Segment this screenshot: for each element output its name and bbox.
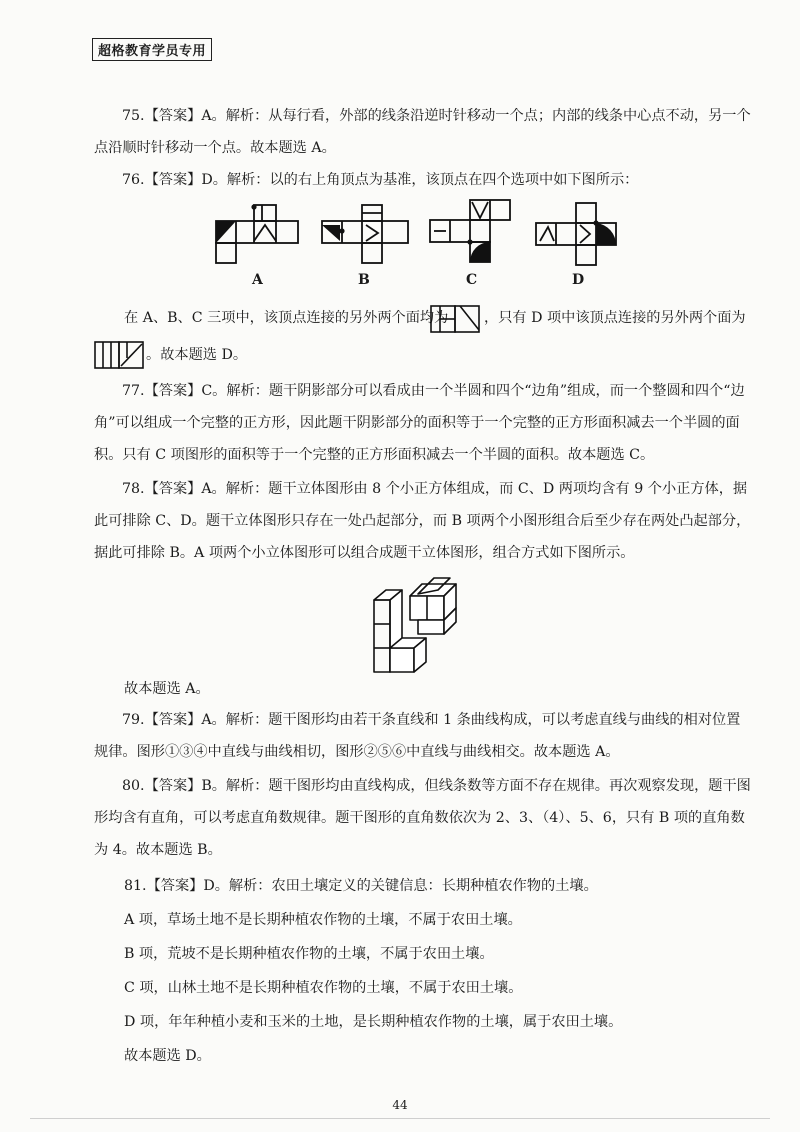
q81-line-3: B 项，荒坡不是长期种植农作物的土壤，不属于农田土壤。 bbox=[124, 946, 494, 962]
q76-text3: 。故本题选 D。 bbox=[146, 347, 248, 363]
header-badge: 超格教育学员专用 bbox=[92, 38, 212, 61]
q81-line-5: D 项，年年种植小麦和玉米的土地，是长期种植农作物的土壤，属于农田土壤。 bbox=[124, 1014, 623, 1030]
footer-rule bbox=[30, 1118, 770, 1119]
q81-line-4: C 项，山林土地不是长期种植农作物的土壤，不属于农田土壤。 bbox=[124, 980, 523, 996]
q80-explanation: 80.【答案】B。解析：题干图形均由直线构成，但线条数等方面不存在规律。再次观察发现，题干图形均含有直角，可以考虑直角数规律。题干图形的直角数依次为 2、3、（4）、5、6，只有 B 项的直角数为 4。故本题选 B。 bbox=[94, 778, 751, 858]
q76-net-d bbox=[534, 201, 618, 271]
q75-explanation: 75.【答案】A。解析：从每行看，外部的线条沿逆时针移动一个点；内部的线条中心点不动，另一个点沿顺时针移动一个点。故本题选 A。 bbox=[94, 108, 751, 156]
q76-text2a: 在 A、B、C 三项中，该顶点连接的另外两个面均为 bbox=[124, 310, 449, 326]
q78-conclusion: 故本题选 A。 bbox=[124, 681, 210, 697]
page-number: 44 bbox=[392, 1098, 408, 1112]
q76-text2b: ，只有 D 项中该顶点连接的另外两个面为 bbox=[484, 310, 746, 326]
q81-line-1: 81.【答案】D。解析：农田土壤定义的关键信息：长期种植农作物的土壤。 bbox=[124, 878, 598, 894]
q76-explanation: 76.【答案】D。解析：以的右上角顶点为基准，该顶点在四个选项中如下图所示： bbox=[122, 172, 639, 188]
q76-net-b bbox=[320, 203, 410, 267]
q76-inline-faces-d bbox=[94, 340, 146, 370]
q81-line-2: A 项，草场土地不是长期种植农作物的土壤，不属于农田土壤。 bbox=[124, 912, 522, 928]
q76-label-a: A bbox=[252, 272, 263, 288]
q81-line-6: 故本题选 D。 bbox=[124, 1048, 211, 1064]
q76-label-c: C bbox=[466, 272, 478, 288]
q79-explanation: 79.【答案】A。解析：题干图形均由若干条直线和 1 条曲线构成，可以考虑直线与曲线的相对位置规律。图形①③④中直线与曲线相切，图形②⑤⑥中直线与曲线相交。故本题选 A。 bbox=[94, 712, 741, 760]
q76-label-d: D bbox=[572, 272, 585, 288]
q76-net-a bbox=[214, 203, 300, 267]
q78-cube-assembly bbox=[368, 574, 468, 674]
q76-label-b: B bbox=[358, 272, 370, 288]
q78-explanation: 78.【答案】A。解析：题干立体图形由 8 个小正方体组成，而 C、D 两项均含有 9 个小正方体，据此可排除 C、D。题干立体图形只存在一处凸起部分，而 B 项两个小图形组合后至少存在两处凸起部分，据此可排除 B。A 项两个小立体图形可以组合成题干立体图形，组合方式如下图所示。 bbox=[94, 481, 751, 561]
q76-inline-faces-abc bbox=[430, 304, 482, 334]
q77-explanation: 77.【答案】C。解析：题干阴影部分可以看成由一个半圆和四个“边角”组成，而一个整圆和四个“边角”可以组成一个完整的正方形，因此题干阴影部分的面积等于一个完整的正方形面积减去一个半圆的面积。只有 C 项图形的面积等于一个完整的正方形面积减去一个半圆的面积。故本题选 C。 bbox=[94, 383, 745, 463]
q76-net-c bbox=[428, 198, 512, 268]
